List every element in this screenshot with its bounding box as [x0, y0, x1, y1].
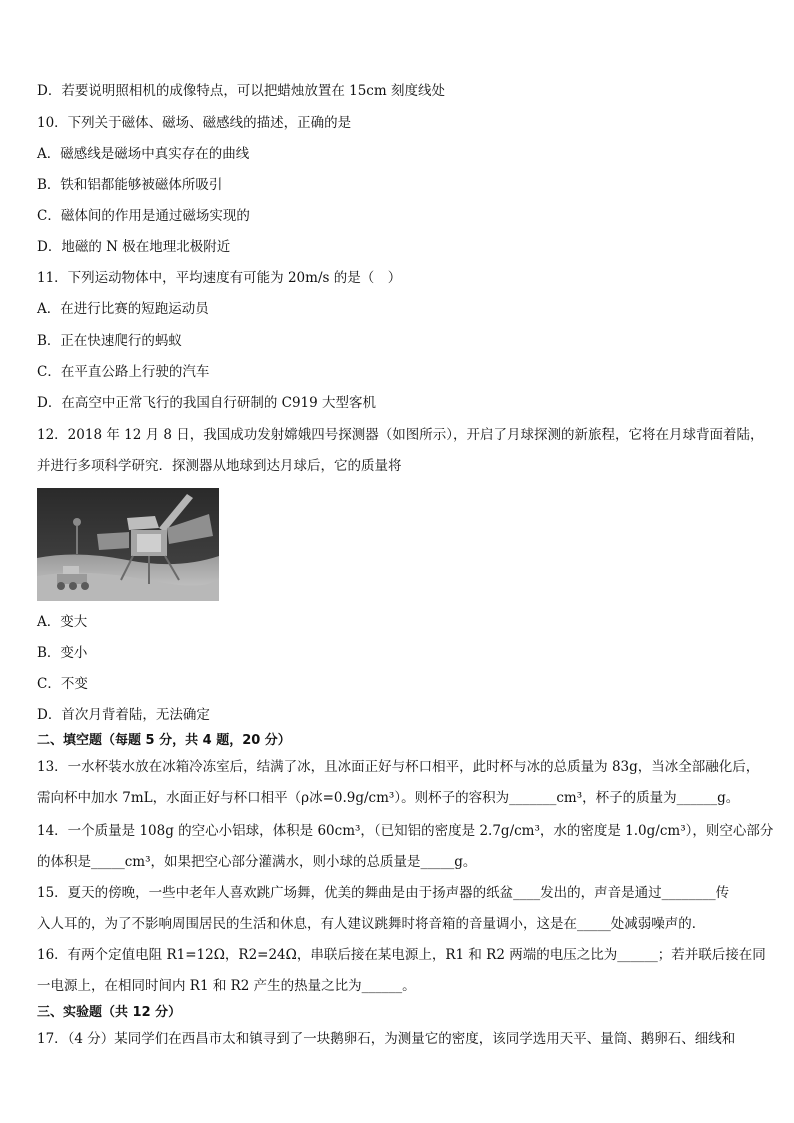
question-12-line2: 并进行多项科学研究．探测器从地球到达月球后，它的质量将	[37, 458, 402, 474]
question-16-line1: 16．有两个定值电阻 R1=12Ω，R2=24Ω，串联后接在某电源上，R1 和 R2 两端的电压之比为______；若并联后接在同	[37, 947, 766, 963]
question-13-line2: 需向杯中加水 7mL，水面正好与杯口相平（ρ冰=0.9g/cm³）。则杯子的容积为_______cm³，杯子的质量为______g。	[37, 790, 740, 806]
question-16-line2: 一电源上，在相同时间内 R1 和 R2 产生的热量之比为______。	[37, 978, 416, 994]
question-17: 17．（4 分）某同学们在西昌市太和镇寻到了一块鹅卵石，为测量它的密度，该同学选用天平、量筒、鹅卵石、细线和	[37, 1031, 736, 1047]
option-11c: C．在平直公路上行驶的汽车	[37, 364, 210, 380]
option-12b: B．变小	[37, 645, 88, 661]
option-10c: C．磁体间的作用是通过磁场实现的	[37, 208, 250, 224]
option-10a: A．磁感线是磁场中真实存在的曲线	[37, 146, 250, 162]
lunar-lander-photo	[37, 488, 219, 601]
question-15-line1: 15．夏天的傍晚，一些中老年人喜欢跳广场舞，优美的舞曲是由于扬声器的纸盆____发出的，声音是通过________传	[37, 885, 730, 901]
option-11b: B．正在快速爬行的蚂蚁	[37, 333, 182, 349]
option-12a: A．变大	[37, 614, 88, 630]
question-15-line2: 入人耳的，为了不影响周围居民的生活和休息，有人建议跳舞时将音箱的音量调小，这是在_____处减弱噪声的．	[37, 916, 706, 932]
question-11: 11．下列运动物体中，平均速度有可能为 20m/s 的是（ ）	[37, 270, 402, 286]
option-10b: B．铁和铝都能够被磁体所吸引	[37, 177, 223, 193]
question-13-line1: 13．一水杯装水放在冰箱冷冻室后，结满了冰，且冰面正好与杯口相平，此时杯与冰的总质量为 83g，当冰全部融化后，	[37, 759, 760, 775]
section-experiment: 三、实验题（共 12 分）	[37, 1005, 182, 1020]
question-14-line1: 14．一个质量是 108g 的空心小铝球，体积是 60cm³，（已知铝的密度是 2.7g/cm³，水的密度是 1.0g/cm³），则空心部分	[37, 823, 774, 839]
option-11a: A．在进行比赛的短跑运动员	[37, 301, 209, 317]
question-10: 10．下列关于磁体、磁场、磁感线的描述，正确的是	[37, 115, 352, 131]
section-fill-in: 二、填空题（每题 5 分，共 4 题，20 分）	[37, 733, 291, 748]
option-10d: D．地磁的 N 极在地理北极附近	[37, 239, 231, 255]
line-d-camera: D．若要说明照相机的成像特点，可以把蜡烛放置在 15cm 刻度线处	[37, 83, 445, 99]
question-12-line1: 12．2018 年 12 月 8 日，我国成功发射嫦娥四号探测器（如图所示），开启了月球探测的新旅程，它将在月球背面着陆，	[37, 427, 764, 443]
option-12c: C．不变	[37, 676, 88, 692]
option-12d: D．首次月背着陆，无法确定	[37, 707, 210, 723]
option-11d: D．在高空中正常飞行的我国自行研制的 C919 大型客机	[37, 395, 377, 411]
question-14-line2: 的体积是_____cm³，如果把空心部分灌满水，则小球的总质量是_____g。	[37, 854, 477, 870]
